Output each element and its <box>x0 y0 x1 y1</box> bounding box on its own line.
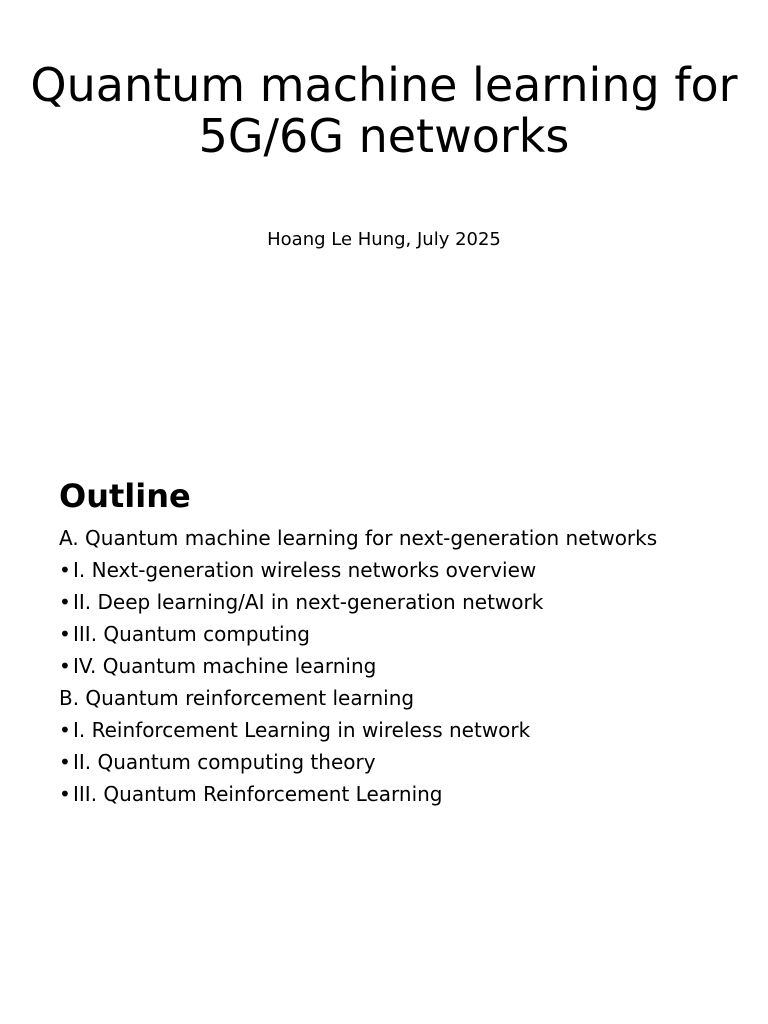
bullet-icon: • <box>59 558 71 582</box>
outline-item-text: A. Quantum machine learning for next-generation networks <box>59 526 658 550</box>
outline-heading: Outline <box>59 477 191 515</box>
bullet-icon: • <box>59 750 71 774</box>
bullet-icon: • <box>59 718 71 742</box>
outline-bullet-item <box>59 654 699 678</box>
outline-item-text: III. Quantum Reinforcement Learning <box>73 782 443 806</box>
outline-item-text: B. Quantum reinforcement learning <box>59 686 415 710</box>
slide-title: Quantum machine learning for 5G/6G networks <box>30 58 738 163</box>
outline-item-text: II. Deep learning/AI in next-generation network <box>73 590 544 614</box>
outline-item-text: III. Quantum computing <box>73 622 310 646</box>
outline-bullet-item <box>59 782 699 806</box>
outline-bullet-item <box>59 558 699 582</box>
bullet-icon: • <box>59 622 71 646</box>
outline-item-text: IV. Quantum machine learning <box>73 654 377 678</box>
outline-bullet-item <box>59 718 699 742</box>
outline-item-text: I. Next-generation wireless networks overview <box>73 558 537 582</box>
outline-list <box>59 526 699 814</box>
bullet-icon: • <box>59 590 71 614</box>
outline-section-a <box>59 526 699 550</box>
bullet-icon: • <box>59 782 71 806</box>
outline-bullet-item <box>59 750 699 774</box>
outline-bullet-item <box>59 622 699 646</box>
outline-item-text: I. Reinforcement Learning in wireless network <box>73 718 531 742</box>
bullet-icon: • <box>59 654 71 678</box>
slide-subtitle: Hoang Le Hung, July 2025 <box>267 229 501 250</box>
outline-section-b <box>59 686 699 710</box>
outline-item-text: II. Quantum computing theory <box>73 750 376 774</box>
outline-bullet-item <box>59 590 699 614</box>
